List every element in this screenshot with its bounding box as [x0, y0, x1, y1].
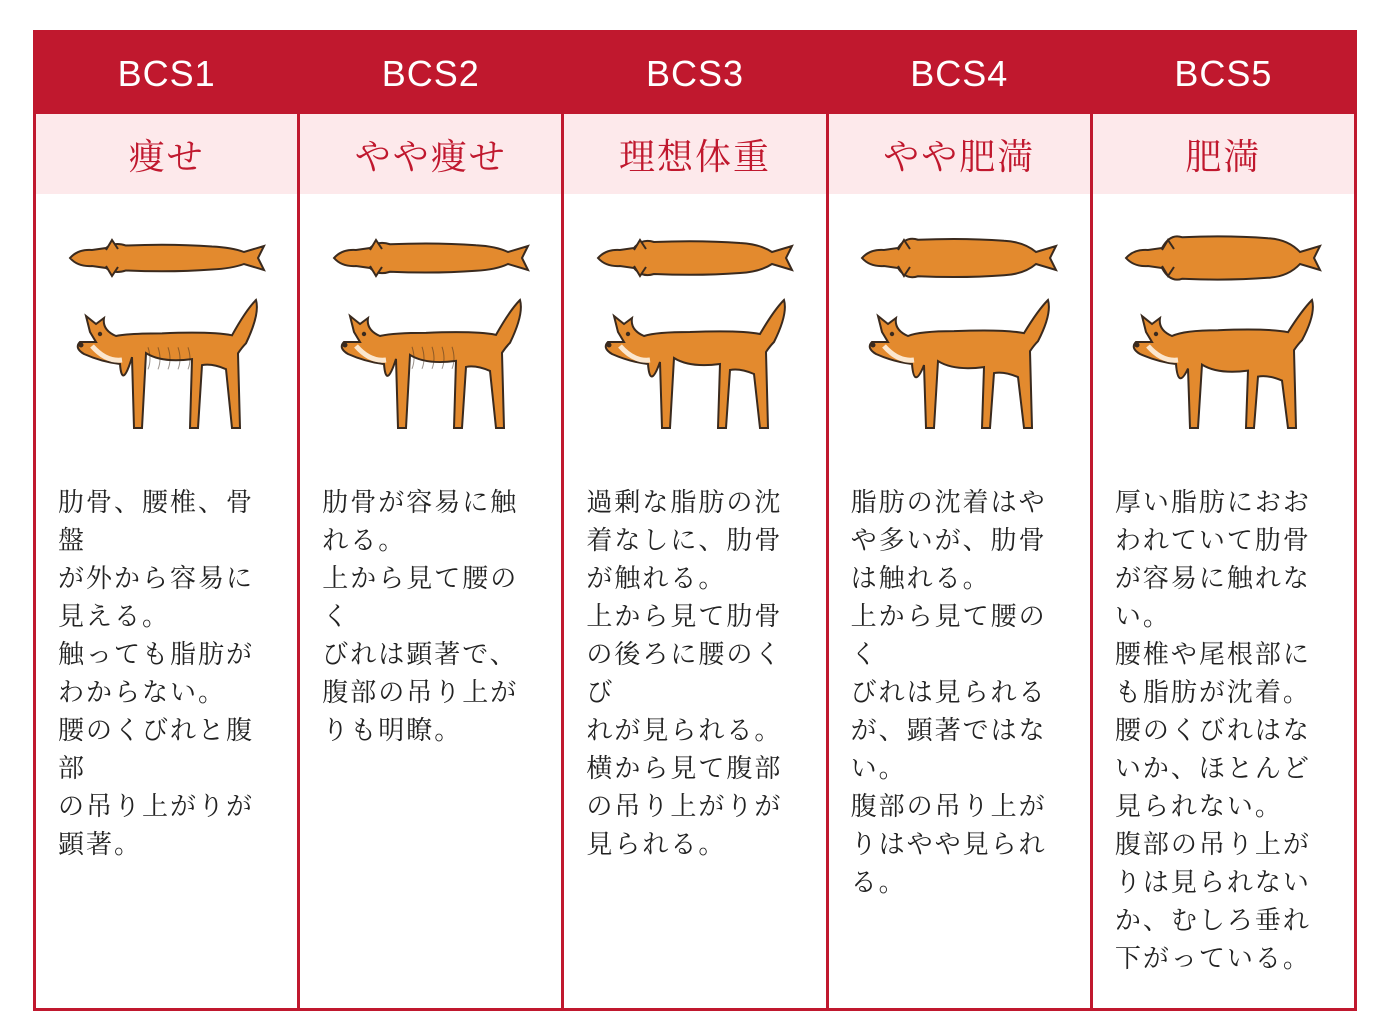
bcs-label: 理想体重: [564, 114, 825, 194]
dog-nose: [871, 343, 876, 348]
dog-illustration-svg: [854, 214, 1064, 454]
dog-top-ear: [370, 266, 382, 276]
dog-top-body: [598, 241, 792, 275]
bcs-label: 痩せ: [36, 114, 297, 194]
dog-top-body: [70, 244, 264, 272]
bcs-column-3: [561, 33, 825, 1008]
dog-illustration: [300, 194, 561, 474]
dog-top-body: [1126, 236, 1320, 279]
bcs-description: 過剰な脂肪の沈 着なしに、肋骨 が触れる。 上から見て肋骨 の後ろに腰のくび れが見られる。 横から見て腹部 の吊り上がりが 見られる。: [586, 488, 783, 860]
dog-side-view: [342, 300, 521, 428]
bcs-code-header: BCS4: [829, 33, 1090, 114]
dog-side-view: [606, 300, 785, 428]
bcs-description: 脂肪の沈着はや や多いが、肋骨 は触れる。 上から見て腰のく びれは見られる が、顕著ではな い。 腹部の吊り上が りはやや見られ る。: [850, 488, 1047, 898]
dog-top-body: [334, 243, 528, 273]
dog-side-body: [606, 300, 785, 428]
dog-top-ear: [106, 240, 118, 250]
dog-illustration: [1093, 194, 1354, 474]
bcs-description: 肋骨、腰椎、骨盤 が外から容易に 見える。 触っても脂肪が わからない。 腰のくびれと腹部 の吊り上がりが 顕著。: [58, 488, 255, 860]
dog-illustration: [36, 194, 297, 474]
dog-top-view: [862, 239, 1056, 277]
dog-top-ear: [106, 266, 118, 276]
dog-side-body: [1134, 300, 1313, 428]
bcs-description: 厚い脂肪におお われていて肋骨 が容易に触れな い。 腰椎や尾根部に も脂肪が沈着。 腰のくびれはな いか、ほとんど 見られない。 腹部の吊り上が りは見られない か、むしろ垂れ 下がっている。: [1114, 488, 1311, 974]
dog-top-body: [862, 239, 1056, 277]
dog-nose: [1135, 343, 1140, 348]
dog-illustration-svg: [1118, 214, 1328, 454]
bcs-column-4: [826, 33, 1090, 1008]
dog-illustration: [829, 194, 1090, 474]
bcs-code-header: BCS1: [36, 33, 297, 114]
dog-nose: [342, 343, 347, 348]
dog-top-view: [334, 240, 528, 276]
dog-nose: [78, 343, 83, 348]
bcs-description: 肋骨が容易に触 れる。 上から見て腰のく びれは顕著で、 腹部の吊り上が りも明瞭。: [322, 488, 519, 746]
dog-top-view: [1126, 236, 1320, 279]
dog-nose: [607, 343, 612, 348]
bcs-code-header: BCS2: [300, 33, 561, 114]
dog-illustration-svg: [590, 214, 800, 454]
bcs-label: 肥満: [1093, 114, 1354, 194]
dog-eye: [1154, 332, 1158, 336]
bcs-column-2: [297, 33, 561, 1008]
dog-eye: [626, 332, 630, 336]
bcs-label: やや肥満: [829, 114, 1090, 194]
dog-top-view: [70, 240, 264, 276]
dog-top-ear: [370, 240, 382, 250]
bcs-label: やや痩せ: [300, 114, 561, 194]
dog-side-view: [77, 300, 256, 428]
bcs-column-5: [1090, 33, 1354, 1008]
dog-side-body: [870, 300, 1049, 428]
dog-top-view: [598, 240, 792, 276]
bcs-code-header: BCS5: [1093, 33, 1354, 114]
dog-side-body: [342, 300, 521, 428]
bcs-table: [33, 30, 1357, 1011]
dog-eye: [362, 332, 366, 336]
dog-eye: [97, 332, 101, 336]
bcs-code-header: BCS3: [564, 33, 825, 114]
dog-side-view: [1134, 300, 1313, 428]
dog-side-view: [870, 300, 1049, 428]
dog-eye: [890, 332, 894, 336]
dog-side-body: [77, 300, 256, 428]
dog-illustration: [564, 194, 825, 474]
bcs-column-1: [36, 33, 297, 1008]
dog-illustration-svg: [326, 214, 536, 454]
dog-illustration-svg: [62, 214, 272, 454]
